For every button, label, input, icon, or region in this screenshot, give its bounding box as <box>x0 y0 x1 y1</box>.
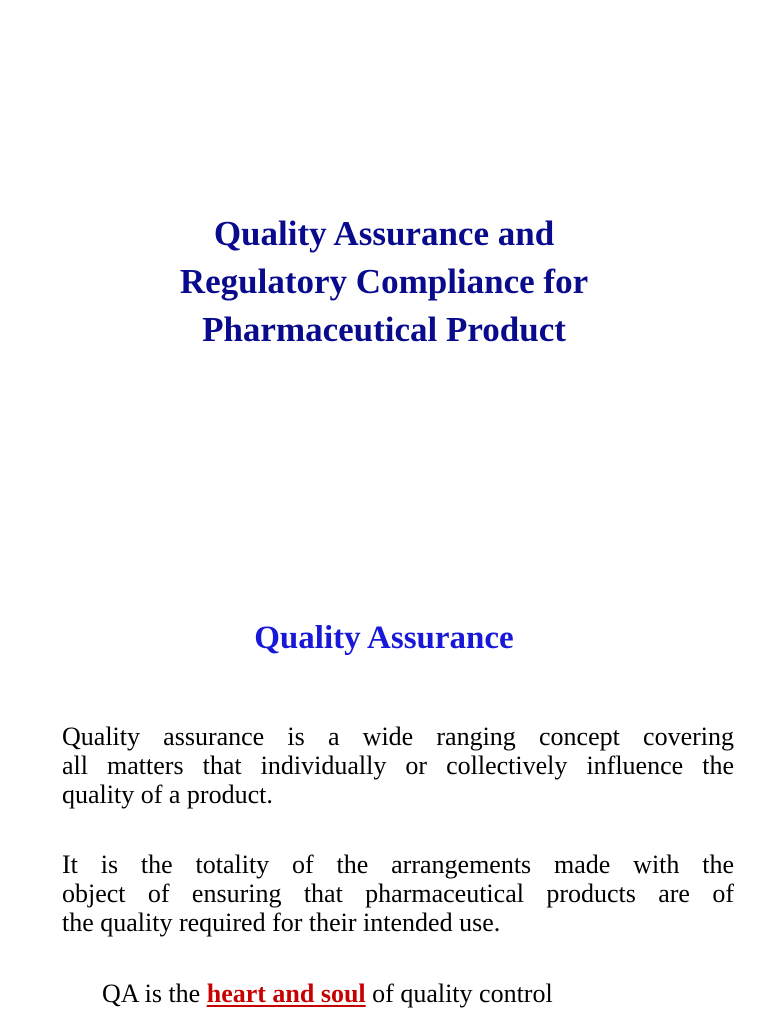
title-line-3: Pharmaceutical Product <box>202 310 566 349</box>
paragraph-1-line-1: Quality assurance is a wide ranging concept covering <box>62 722 734 751</box>
section-heading: Quality Assurance <box>254 620 514 656</box>
title-line-2: Regulatory Compliance for <box>179 262 589 301</box>
paragraph-1-line-2: all matters that individually or collectively influence the <box>62 751 734 780</box>
title-line-1: Quality Assurance and <box>213 214 555 253</box>
qa-statement-highlight: heart and soul <box>206 979 366 1008</box>
qa-statement-suffix: of quality control <box>365 979 553 1008</box>
qa-statement-prefix: QA is the <box>102 979 207 1008</box>
content-slide <box>0 512 768 1024</box>
paragraph-2-line-3: the quality required for their intended use. <box>62 908 501 937</box>
qa-statement <box>102 978 553 1010</box>
paragraph-2-line-2: object of ensuring that pharmaceutical products are of <box>62 879 734 908</box>
paragraph-1-line-3: quality of a product. <box>62 780 273 809</box>
definition-paragraph <box>62 722 734 809</box>
totality-paragraph <box>62 850 734 937</box>
presentation-title <box>0 210 768 354</box>
paragraph-2-line-1: It is the totality of the arrangements made with the <box>62 850 734 879</box>
